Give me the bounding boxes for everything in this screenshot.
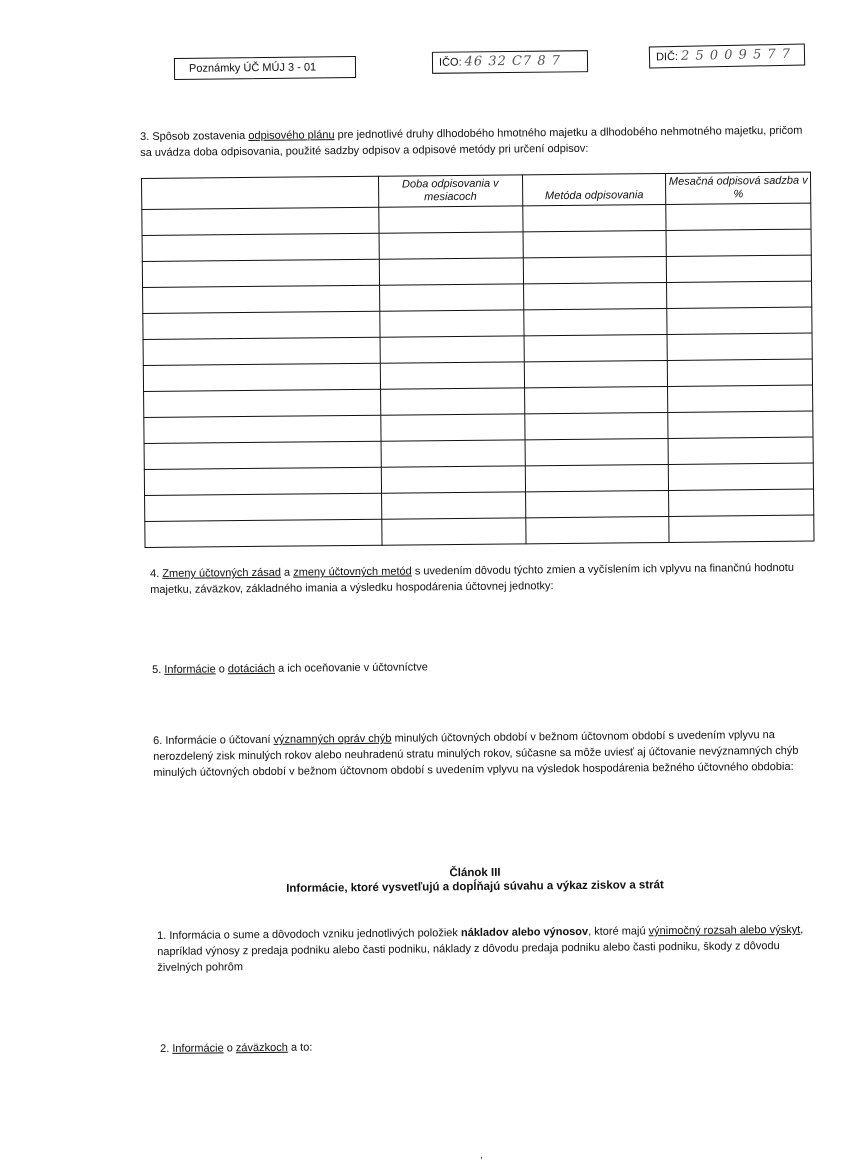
table-cell: [525, 490, 669, 517]
table-cell: [523, 230, 667, 257]
table-cell: [524, 360, 668, 387]
table-cell: [669, 489, 814, 516]
table-cell: [669, 515, 814, 542]
table-cell: [522, 204, 666, 231]
odpisovy-plan-link: odpisového plánu: [248, 129, 335, 142]
table-cell: [142, 233, 379, 261]
table-cell: [666, 203, 811, 230]
table-cell: [144, 415, 381, 443]
table-cell: [524, 386, 668, 413]
table-cell: [379, 232, 523, 259]
table-cell: [379, 258, 523, 285]
table-cell: [143, 285, 380, 313]
table-cell: [668, 411, 813, 438]
table-cell: [525, 464, 669, 491]
article-3-item-2-text: 2. Informácie o záväzkoch a to:: [160, 1041, 313, 1055]
section-6-text: 6. Informácie o účtovaní významných opráv chýb minulých účtovných období v bežnom účtovnom období s uvedením vplyvu na nerozdelený zisk minulých rokov alebo neuhradenú stratu minulých rokov, súčasne sa môže uviesť aj účtovanie nevýznamných chýb minulých účtovných období v bežnom účtovnom období s uvedením vplyvu na výsledok hospodárenia bežného účtovného obdobia:: [153, 729, 799, 779]
table-cell: [143, 311, 380, 339]
table-cell: [668, 437, 813, 464]
table-cell: [381, 440, 525, 467]
dic-label: DIČ:: [655, 50, 679, 64]
table-cell: [145, 493, 382, 521]
table-cell: [380, 362, 524, 389]
section-3-text: 3. Spôsob zostavenia odpisového plánu pre jednotlivé druhy dlhodobého hmotného majetku a dlhodobého nehmotného majetku, pričom sa uvádza doba odpisovania, použité sadzby odpisov a odpisové metódy pri určení odpisov:: [140, 124, 803, 159]
table-cell: [380, 310, 524, 337]
table-cell: [523, 282, 667, 309]
table-cell: [379, 206, 523, 233]
table-cell: [667, 255, 812, 282]
informacie-link: Informácie: [164, 663, 216, 676]
dic-field: [649, 44, 805, 69]
article-3-item-1-text: 1. Informácia o sume a dôvodoch vzniku jednotlivých položiek nákladov alebo výnosov, ktoré majú výnimočný rozsah alebo výskyt, napríklad výnosy z predaja podniku alebo časti podniku, náklady z dôvodu predaja podniku alebo časti podniku, škody z dôvodu živelných pohrôm: [157, 923, 804, 974]
table-cell: [382, 518, 526, 545]
article-title: Článok III: [449, 866, 501, 880]
table-cell: [142, 207, 379, 235]
table-cell: [380, 388, 524, 415]
table-cell: [381, 466, 525, 493]
section-4-text: 4. Zmeny účtovných zásad a zmeny účtovných metód s uvedením dôvodu týchto zmien a vyčíslením ich vplyvu na finančnú hodnotu majetku, záväzkov, základného imania a výsledku hospodárenia účtovnej jednotky:: [150, 561, 794, 596]
col-header-period: Doba odpisovania v mesiacoch: [378, 175, 522, 207]
table-cell: [667, 281, 812, 308]
table-cell: [144, 467, 381, 495]
section-5-text: 5. Informácie o dotáciách a ich oceňovanie v účtovníctve: [152, 661, 428, 676]
table-cell: [523, 308, 667, 335]
table-cell: [381, 414, 525, 441]
table-cell: [523, 256, 667, 283]
table-cell: [144, 389, 381, 417]
dotacie-link: dotáciách: [227, 662, 276, 676]
table-cell: [143, 363, 380, 391]
vynimocny-rozsah-link: výnimočný rozsah alebo výskyt: [648, 923, 801, 938]
col-header-type: [142, 176, 379, 209]
table-cell: [525, 438, 669, 465]
ico-value: 46 32 C7 8 7: [464, 53, 562, 70]
notes-form-label: [174, 56, 356, 80]
naklady-vynosy-bold: nákladov alebo výnosov: [460, 925, 589, 940]
table-cell: [379, 284, 523, 311]
table-cell: [667, 307, 812, 334]
table-row: [145, 515, 814, 547]
opravy-chyb-link: významných opráv chýb: [273, 732, 392, 746]
zavazky-link: záväzkoch: [235, 1041, 288, 1055]
dic-value: 2 5 0 0 9 5 7 7: [680, 46, 792, 64]
table-cell: [381, 492, 525, 519]
zmeny-zasad-link: Zmeny účtovných zásad: [162, 566, 281, 580]
ico-label: IČO:: [438, 56, 462, 69]
table-cell: [143, 337, 380, 365]
table-cell: [524, 412, 668, 439]
table-cell: [668, 385, 813, 412]
article-subtitle: Informácie, ktoré vysvetľujú a dopĺňajú súvahu a výkaz ziskov a strát: [286, 879, 664, 895]
footer-mark: ,: [480, 1150, 483, 1161]
depreciation-table: [141, 172, 815, 546]
zmeny-metod-link: zmeny účtovných metód: [293, 565, 412, 579]
table-cell: [144, 441, 381, 469]
table-cell: [145, 519, 382, 547]
table-cell: [666, 229, 811, 256]
table-cell: [669, 463, 814, 490]
table-cell: [668, 359, 813, 386]
table-cell: [380, 336, 524, 363]
informacie-link-2: Informácie: [172, 1042, 224, 1055]
notes-form-text: Poznámky ÚČ MÚJ 3 - 01: [188, 61, 317, 75]
ico-field: [432, 50, 588, 74]
table-cell: [525, 516, 669, 543]
table-cell: [667, 333, 812, 360]
col-header-rate: Mesačná odpisová sadzba v %: [666, 172, 811, 204]
col-header-method: Metóda odpisovania: [522, 173, 666, 205]
table-cell: [142, 259, 379, 287]
table-cell: [524, 334, 668, 361]
